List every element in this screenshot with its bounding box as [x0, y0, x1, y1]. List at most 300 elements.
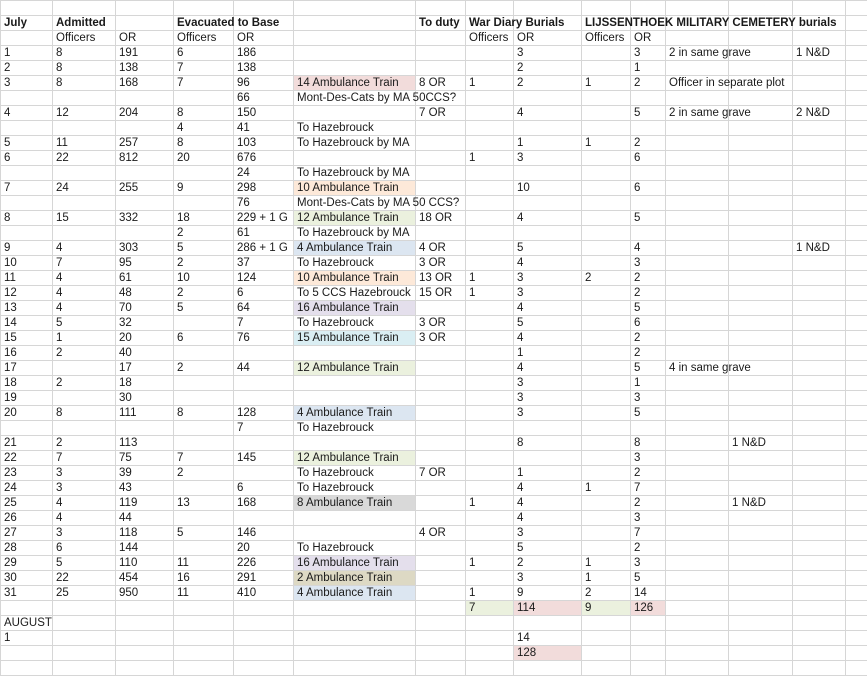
cell-admitted-officers[interactable]: [53, 451, 116, 466]
cell-lijssenthoek-officers[interactable]: [582, 556, 631, 571]
cell-movement-note[interactable]: [294, 181, 416, 196]
cell-admitted-or[interactable]: [116, 286, 174, 301]
cell-lijssenthoek-or[interactable]: [631, 421, 666, 436]
cell-grave-note-1[interactable]: [666, 241, 729, 256]
cell-war-diary-officers[interactable]: [466, 151, 514, 166]
cell-war-diary-officers[interactable]: [466, 511, 514, 526]
cell-day[interactable]: [1, 601, 53, 616]
cell-spare[interactable]: [846, 406, 867, 421]
cell-day[interactable]: [1, 181, 53, 196]
cell-lijssenthoek-or[interactable]: [631, 31, 666, 46]
cell-spare[interactable]: [846, 511, 867, 526]
cell-war-diary-or[interactable]: [514, 526, 582, 541]
cell-evacuated-or[interactable]: [234, 631, 294, 646]
cell-grave-note-3[interactable]: [793, 451, 846, 466]
cell-admitted-officers[interactable]: [53, 406, 116, 421]
cell-admitted-or[interactable]: [116, 661, 174, 676]
cell-lijssenthoek-or[interactable]: [631, 316, 666, 331]
cell-movement-note[interactable]: [294, 406, 416, 421]
cell-grave-note-1[interactable]: [666, 316, 729, 331]
cell-day[interactable]: [1, 106, 53, 121]
cell-grave-note-2[interactable]: [729, 511, 793, 526]
cell-war-diary-officers[interactable]: [466, 466, 514, 481]
cell-lijssenthoek-or[interactable]: [631, 466, 666, 481]
cell-grave-note-2[interactable]: [729, 646, 793, 661]
cell-admitted-or[interactable]: [116, 166, 174, 181]
cell-lijssenthoek-officers[interactable]: [582, 646, 631, 661]
cell-grave-note-2[interactable]: [729, 451, 793, 466]
cell-day[interactable]: [1, 121, 53, 136]
cell-war-diary-officers[interactable]: [466, 226, 514, 241]
cell-grave-note-3[interactable]: [793, 556, 846, 571]
cell-movement-note[interactable]: [294, 106, 416, 121]
cell-grave-note-1[interactable]: [666, 211, 729, 226]
cell-evacuated-officers[interactable]: [174, 376, 234, 391]
cell-evacuated-or[interactable]: [234, 451, 294, 466]
cell-to-duty[interactable]: [416, 391, 466, 406]
cell-grave-note-1[interactable]: [666, 46, 751, 61]
cell-day[interactable]: [1, 496, 53, 511]
cell-evacuated-or[interactable]: [234, 601, 294, 616]
cell-evacuated-officers[interactable]: [174, 151, 234, 166]
cell-movement-note[interactable]: [294, 256, 416, 271]
cell-day[interactable]: [1, 436, 53, 451]
cell-evacuated-or[interactable]: [234, 256, 294, 271]
cell-evacuated-officers[interactable]: [174, 316, 234, 331]
cell-grave-note-2[interactable]: [729, 331, 793, 346]
cell-war-diary-officers[interactable]: [466, 76, 514, 91]
cell-war-diary-or[interactable]: [514, 136, 582, 151]
cell-war-diary-or[interactable]: [514, 466, 582, 481]
cell-to-duty[interactable]: [416, 646, 466, 661]
cell-war-diary-officers[interactable]: [466, 586, 514, 601]
cell-lijssenthoek-officers[interactable]: [582, 151, 631, 166]
cell-lijssenthoek-or[interactable]: [631, 616, 666, 631]
cell-lijssenthoek-officers[interactable]: [582, 31, 631, 46]
cell-lijssenthoek-officers[interactable]: [582, 571, 631, 586]
cell-admitted-or[interactable]: [116, 496, 174, 511]
cell-admitted-officers[interactable]: [53, 361, 116, 376]
cell-evacuated-officers[interactable]: [174, 601, 234, 616]
cell-evacuated-or[interactable]: [234, 646, 294, 661]
cell-grave-note-2[interactable]: [729, 316, 793, 331]
cell-evacuated-or[interactable]: [234, 286, 294, 301]
cell-admitted-or[interactable]: [116, 541, 174, 556]
cell-spare[interactable]: [846, 16, 867, 31]
cell-war-diary-officers[interactable]: [466, 496, 514, 511]
cell-admitted-officers[interactable]: [53, 631, 116, 646]
cell-to-duty[interactable]: [416, 31, 466, 46]
cell-war-diary-or[interactable]: [514, 226, 582, 241]
cell-grave-note-1[interactable]: [666, 136, 729, 151]
cell-admitted-officers[interactable]: [53, 511, 116, 526]
cell-war-diary-or[interactable]: [514, 646, 582, 661]
cell-lijssenthoek-officers[interactable]: [582, 91, 631, 106]
cell-grave-note-2[interactable]: [729, 586, 793, 601]
cell-movement-note[interactable]: [294, 646, 416, 661]
cell-to-duty[interactable]: [416, 166, 466, 181]
cell-lijssenthoek-officers[interactable]: [582, 331, 631, 346]
cell-war-diary-officers[interactable]: [466, 136, 514, 151]
cell-to-duty[interactable]: [416, 346, 466, 361]
cell-spare[interactable]: [846, 481, 867, 496]
cell-war-diary-officers[interactable]: [466, 241, 514, 256]
cell-war-diary-officers[interactable]: [466, 271, 514, 286]
cell-day[interactable]: [1, 211, 53, 226]
cell-spare[interactable]: [846, 316, 867, 331]
cell-admitted-officers[interactable]: [53, 391, 116, 406]
cell-admitted-officers[interactable]: [53, 226, 116, 241]
cell-movement-note[interactable]: [294, 346, 416, 361]
cell-admitted-or[interactable]: [116, 601, 174, 616]
cell-evacuated-officers[interactable]: [174, 331, 234, 346]
cell-day[interactable]: [1, 346, 53, 361]
cell-lijssenthoek-or[interactable]: [631, 211, 666, 226]
cell-to-duty[interactable]: [416, 376, 466, 391]
cell-grave-note-2[interactable]: [729, 226, 793, 241]
cell-grave-note-3[interactable]: [793, 151, 846, 166]
cell-admitted-or[interactable]: [116, 631, 174, 646]
cell-war-diary-or[interactable]: [514, 241, 582, 256]
cell-grave-note-1[interactable]: [666, 556, 729, 571]
cell-evacuated-officers[interactable]: [174, 451, 234, 466]
cell-grave-note-2[interactable]: [729, 556, 793, 571]
cell-war-diary-officers[interactable]: [466, 61, 514, 76]
cell-war-diary-or[interactable]: [514, 346, 582, 361]
cell-spare[interactable]: [846, 376, 867, 391]
cell-war-diary-officers[interactable]: [466, 391, 514, 406]
cell-movement-note[interactable]: [294, 571, 416, 586]
cell-evacuated-or[interactable]: [234, 421, 294, 436]
cell-evacuated-officers[interactable]: [174, 541, 234, 556]
cell-war-diary-officers[interactable]: [466, 91, 514, 106]
cell-war-diary-officers[interactable]: [466, 181, 514, 196]
cell-movement-note[interactable]: [294, 436, 416, 451]
cell-lijssenthoek-or[interactable]: [631, 286, 666, 301]
cell-grave-note-2[interactable]: [729, 241, 793, 256]
cell-lijssenthoek-or[interactable]: [631, 481, 666, 496]
cell-to-duty[interactable]: [416, 151, 466, 166]
cell-lijssenthoek-or[interactable]: [631, 241, 666, 256]
cell-war-diary-or[interactable]: [514, 76, 582, 91]
cell-war-diary-or[interactable]: [514, 556, 582, 571]
cell-day[interactable]: [1, 586, 53, 601]
cell-day[interactable]: [1, 136, 53, 151]
cell-lijssenthoek-or[interactable]: [631, 376, 666, 391]
cell-lijssenthoek-officers[interactable]: [582, 271, 631, 286]
cell-war-diary-officers[interactable]: [466, 451, 514, 466]
cell-admitted-officers[interactable]: [53, 436, 116, 451]
cell-grave-note-1[interactable]: [666, 106, 751, 121]
cell-grave-note-2[interactable]: [729, 91, 793, 106]
cell-lijssenthoek-or[interactable]: [631, 496, 666, 511]
cell-evacuated-or[interactable]: [234, 511, 294, 526]
cell-grave-note-3[interactable]: [793, 466, 846, 481]
cell-evacuated-or[interactable]: [234, 76, 294, 91]
cell-spare[interactable]: [846, 76, 867, 91]
cell-admitted-or[interactable]: [116, 421, 174, 436]
cell-movement-note[interactable]: [294, 301, 416, 316]
cell-movement-note[interactable]: [294, 16, 416, 31]
cell-grave-note-2[interactable]: [729, 481, 793, 496]
cell-evacuated-or[interactable]: [234, 61, 294, 76]
cell-to-duty[interactable]: [416, 331, 466, 346]
cell-war-diary-or[interactable]: [514, 421, 582, 436]
cell-to-duty[interactable]: [416, 16, 466, 31]
cell-war-diary-or[interactable]: [514, 316, 582, 331]
cell-admitted-officers[interactable]: [53, 301, 116, 316]
cell-to-duty[interactable]: [416, 466, 466, 481]
cell-day[interactable]: [1, 406, 53, 421]
cell-lijssenthoek-or[interactable]: [631, 181, 666, 196]
cell-day[interactable]: [1, 76, 53, 91]
cell-spare[interactable]: [846, 361, 867, 376]
cell-lijssenthoek-officers[interactable]: [582, 76, 631, 91]
cell-grave-note-3[interactable]: [793, 46, 846, 61]
cell-grave-note-2[interactable]: [729, 211, 793, 226]
cell-day[interactable]: [1, 511, 53, 526]
cell-day[interactable]: [1, 166, 53, 181]
cell-grave-note-2[interactable]: [729, 1, 793, 16]
cell-evacuated-officers[interactable]: [174, 46, 234, 61]
cell-lijssenthoek-officers[interactable]: [582, 1, 631, 16]
cell-evacuated-or[interactable]: [234, 616, 294, 631]
cell-spare[interactable]: [846, 346, 867, 361]
cell-movement-note[interactable]: [294, 331, 416, 346]
cell-movement-note[interactable]: [294, 61, 416, 76]
cell-day[interactable]: [1, 661, 53, 676]
cell-movement-note[interactable]: [294, 376, 416, 391]
cell-movement-note[interactable]: [294, 316, 416, 331]
cell-evacuated-or[interactable]: [234, 541, 294, 556]
cell-war-diary-or[interactable]: [514, 31, 582, 46]
cell-movement-note[interactable]: [294, 526, 416, 541]
cell-evacuated-officers[interactable]: [174, 646, 234, 661]
cell-lijssenthoek-officers[interactable]: [582, 16, 837, 31]
cell-spare[interactable]: [846, 391, 867, 406]
cell-spare[interactable]: [846, 106, 867, 121]
cell-lijssenthoek-or[interactable]: [631, 571, 666, 586]
cell-war-diary-officers[interactable]: [466, 571, 514, 586]
cell-grave-note-3[interactable]: [793, 361, 846, 376]
cell-evacuated-officers[interactable]: [174, 586, 234, 601]
cell-grave-note-2[interactable]: [729, 31, 793, 46]
cell-movement-note[interactable]: [294, 226, 416, 241]
cell-grave-note-1[interactable]: [666, 76, 785, 91]
cell-lijssenthoek-officers[interactable]: [582, 661, 631, 676]
cell-evacuated-or[interactable]: [234, 1, 294, 16]
cell-grave-note-3[interactable]: [793, 211, 846, 226]
cell-grave-note-2[interactable]: [729, 376, 793, 391]
cell-grave-note-3[interactable]: [793, 511, 846, 526]
cell-lijssenthoek-officers[interactable]: [582, 451, 631, 466]
cell-lijssenthoek-or[interactable]: [631, 226, 666, 241]
cell-movement-note[interactable]: [294, 211, 416, 226]
cell-lijssenthoek-or[interactable]: [631, 451, 666, 466]
cell-evacuated-or[interactable]: [234, 346, 294, 361]
cell-evacuated-officers[interactable]: [174, 31, 234, 46]
cell-war-diary-or[interactable]: [514, 436, 582, 451]
cell-movement-note[interactable]: [294, 466, 416, 481]
cell-day[interactable]: [1, 376, 53, 391]
cell-grave-note-2[interactable]: [729, 256, 793, 271]
cell-lijssenthoek-or[interactable]: [631, 151, 666, 166]
cell-grave-note-1[interactable]: [666, 121, 729, 136]
cell-war-diary-or[interactable]: [514, 211, 582, 226]
cell-evacuated-officers[interactable]: [174, 661, 234, 676]
cell-lijssenthoek-or[interactable]: [631, 361, 666, 376]
cell-day[interactable]: [1, 196, 53, 211]
cell-spare[interactable]: [846, 301, 867, 316]
cell-grave-note-1[interactable]: [666, 166, 729, 181]
cell-grave-note-3[interactable]: [793, 136, 846, 151]
cell-admitted-officers[interactable]: [53, 151, 116, 166]
cell-war-diary-or[interactable]: [514, 511, 582, 526]
cell-grave-note-1[interactable]: [666, 466, 729, 481]
cell-evacuated-or[interactable]: [234, 106, 294, 121]
cell-grave-note-3[interactable]: [793, 181, 846, 196]
cell-grave-note-1[interactable]: [666, 361, 751, 376]
cell-grave-note-3[interactable]: [793, 106, 846, 121]
cell-war-diary-or[interactable]: [514, 496, 582, 511]
cell-day[interactable]: [1, 316, 53, 331]
cell-grave-note-3[interactable]: [793, 616, 846, 631]
cell-movement-note[interactable]: [294, 121, 416, 136]
cell-evacuated-officers[interactable]: [174, 481, 234, 496]
cell-grave-note-1[interactable]: [666, 196, 729, 211]
cell-evacuated-or[interactable]: [234, 331, 294, 346]
cell-spare[interactable]: [846, 541, 867, 556]
cell-admitted-officers[interactable]: [53, 166, 116, 181]
cell-evacuated-or[interactable]: [234, 586, 294, 601]
cell-movement-note[interactable]: [294, 511, 416, 526]
cell-movement-note[interactable]: [294, 481, 416, 496]
cell-admitted-officers[interactable]: [53, 316, 116, 331]
cell-day[interactable]: [1, 631, 53, 646]
cell-admitted-officers[interactable]: [53, 211, 116, 226]
cell-grave-note-1[interactable]: [666, 31, 729, 46]
cell-grave-note-2[interactable]: [729, 541, 793, 556]
cell-spare[interactable]: [846, 586, 867, 601]
cell-evacuated-officers[interactable]: [174, 241, 234, 256]
cell-grave-note-3[interactable]: [793, 346, 846, 361]
cell-evacuated-officers[interactable]: [174, 76, 234, 91]
cell-grave-note-3[interactable]: [793, 196, 846, 211]
cell-grave-note-3[interactable]: [793, 496, 846, 511]
cell-war-diary-or[interactable]: [514, 391, 582, 406]
cell-war-diary-officers[interactable]: [466, 361, 514, 376]
cell-to-duty[interactable]: [416, 181, 466, 196]
cell-grave-note-2[interactable]: [729, 166, 793, 181]
cell-grave-note-1[interactable]: [666, 631, 729, 646]
cell-grave-note-3[interactable]: [793, 541, 846, 556]
cell-lijssenthoek-officers[interactable]: [582, 511, 631, 526]
cell-evacuated-officers[interactable]: [174, 16, 280, 31]
cell-war-diary-or[interactable]: [514, 1, 582, 16]
cell-war-diary-officers[interactable]: [466, 166, 514, 181]
cell-to-duty[interactable]: [416, 256, 466, 271]
cell-day[interactable]: [1, 481, 53, 496]
cell-spare[interactable]: [846, 571, 867, 586]
cell-movement-note[interactable]: [294, 361, 416, 376]
cell-war-diary-or[interactable]: [514, 106, 582, 121]
cell-admitted-officers[interactable]: [53, 286, 116, 301]
cell-grave-note-2[interactable]: [729, 436, 793, 451]
cell-to-duty[interactable]: [416, 1, 466, 16]
cell-movement-note[interactable]: [294, 1, 416, 16]
cell-to-duty[interactable]: [416, 106, 466, 121]
cell-movement-note[interactable]: [294, 76, 416, 91]
cell-evacuated-officers[interactable]: [174, 181, 234, 196]
cell-spare[interactable]: [846, 526, 867, 541]
cell-spare[interactable]: [846, 151, 867, 166]
cell-admitted-officers[interactable]: [53, 61, 116, 76]
cell-evacuated-officers[interactable]: [174, 1, 234, 16]
cell-admitted-officers[interactable]: [53, 526, 116, 541]
cell-war-diary-officers[interactable]: [466, 481, 514, 496]
cell-grave-note-2[interactable]: [729, 61, 793, 76]
cell-evacuated-or[interactable]: [234, 556, 294, 571]
cell-to-duty[interactable]: [416, 76, 466, 91]
cell-admitted-or[interactable]: [116, 241, 174, 256]
cell-evacuated-officers[interactable]: [174, 571, 234, 586]
cell-grave-note-3[interactable]: [793, 646, 846, 661]
cell-grave-note-3[interactable]: [793, 241, 846, 256]
cell-movement-note[interactable]: [294, 541, 416, 556]
cell-movement-note[interactable]: [294, 601, 416, 616]
cell-grave-note-1[interactable]: [666, 646, 729, 661]
cell-admitted-officers[interactable]: [53, 91, 116, 106]
cell-spare[interactable]: [846, 196, 867, 211]
cell-admitted-officers[interactable]: [53, 346, 116, 361]
cell-spare[interactable]: [846, 646, 867, 661]
cell-grave-note-3[interactable]: [793, 76, 846, 91]
cell-lijssenthoek-or[interactable]: [631, 406, 666, 421]
cell-admitted-officers[interactable]: [53, 76, 116, 91]
cell-day[interactable]: [1, 466, 53, 481]
cell-grave-note-1[interactable]: [666, 376, 729, 391]
cell-spare[interactable]: [846, 661, 867, 676]
cell-grave-note-3[interactable]: [793, 631, 846, 646]
cell-evacuated-or[interactable]: [234, 151, 294, 166]
cell-movement-note[interactable]: [294, 46, 416, 61]
cell-war-diary-or[interactable]: [514, 631, 582, 646]
cell-lijssenthoek-officers[interactable]: [582, 211, 631, 226]
cell-war-diary-or[interactable]: [514, 286, 582, 301]
cell-war-diary-or[interactable]: [514, 301, 582, 316]
cell-admitted-or[interactable]: [116, 346, 174, 361]
cell-grave-note-1[interactable]: [666, 226, 729, 241]
cell-grave-note-1[interactable]: [666, 616, 729, 631]
cell-grave-note-2[interactable]: [729, 496, 793, 511]
cell-evacuated-or[interactable]: [234, 481, 294, 496]
cell-spare[interactable]: [846, 226, 867, 241]
cell-grave-note-2[interactable]: [729, 271, 793, 286]
cell-movement-note[interactable]: [294, 616, 416, 631]
cell-admitted-or[interactable]: [116, 316, 174, 331]
cell-grave-note-2[interactable]: [729, 181, 793, 196]
cell-admitted-or[interactable]: [116, 136, 174, 151]
cell-admitted-officers[interactable]: [53, 16, 116, 31]
cell-admitted-or[interactable]: [116, 526, 174, 541]
cell-spare[interactable]: [846, 496, 867, 511]
cell-spare[interactable]: [846, 421, 867, 436]
cell-evacuated-or[interactable]: [234, 181, 294, 196]
cell-lijssenthoek-or[interactable]: [631, 511, 666, 526]
cell-war-diary-officers[interactable]: [466, 526, 514, 541]
cell-lijssenthoek-officers[interactable]: [582, 46, 631, 61]
cell-grave-note-3[interactable]: [793, 256, 846, 271]
